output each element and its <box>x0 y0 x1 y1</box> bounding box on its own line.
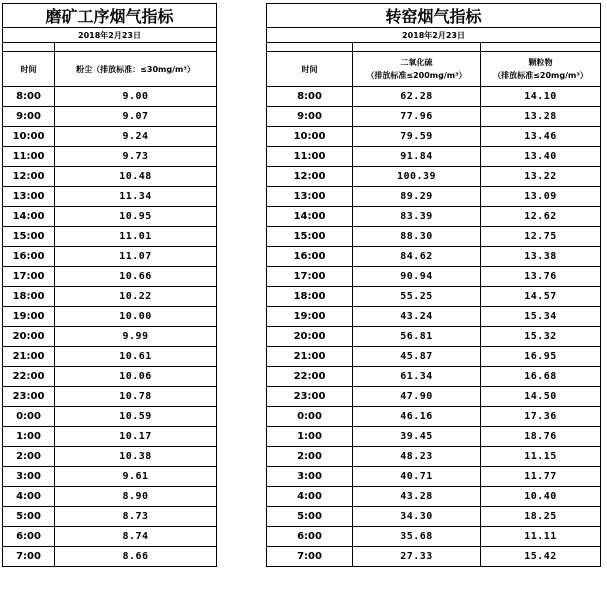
table-row <box>3 247 217 267</box>
grinding-table-title: 磨矿工序烟气指标 <box>3 4 217 28</box>
spacer-cell <box>353 43 481 52</box>
time-cell: 22:00 <box>3 367 55 387</box>
table-row <box>3 207 217 227</box>
so2-value-cell: 56.81 <box>353 327 481 347</box>
table-row <box>267 487 601 507</box>
table-row <box>3 447 217 467</box>
so2-header-standard: （排放标准≤200mg/m³） <box>366 71 467 80</box>
table-row <box>267 127 601 147</box>
time-column-header: 时间 <box>3 52 55 87</box>
table-row <box>3 187 217 207</box>
table-row <box>3 107 217 127</box>
dust-value-cell: 8.73 <box>55 507 217 527</box>
table-row <box>3 167 217 187</box>
table-row <box>267 547 601 567</box>
so2-value-cell: 77.96 <box>353 107 481 127</box>
time-cell: 7:00 <box>267 547 353 567</box>
time-cell: 7:00 <box>3 547 55 567</box>
so2-value-cell: 83.39 <box>353 207 481 227</box>
dust-value-cell: 10.00 <box>55 307 217 327</box>
pm-value-cell: 11.11 <box>481 527 601 547</box>
table-row <box>3 467 217 487</box>
so2-column-header <box>353 52 481 87</box>
time-cell: 9:00 <box>3 107 55 127</box>
so2-value-cell: 46.16 <box>353 407 481 427</box>
so2-value-cell: 35.68 <box>353 527 481 547</box>
table-row <box>3 347 217 367</box>
table-row <box>3 287 217 307</box>
kiln-table-date: 2018年2月23日 <box>267 28 601 43</box>
table-row <box>3 267 217 287</box>
so2-value-cell: 88.30 <box>353 227 481 247</box>
time-cell: 13:00 <box>3 187 55 207</box>
spacer-cell <box>55 43 217 52</box>
time-cell: 3:00 <box>3 467 55 487</box>
time-cell: 11:00 <box>3 147 55 167</box>
time-cell: 23:00 <box>267 387 353 407</box>
pm-column-header <box>481 52 601 87</box>
dust-value-cell: 10.66 <box>55 267 217 287</box>
table-row <box>3 527 217 547</box>
table-row <box>267 427 601 447</box>
pm-header-name: 颗粒物 <box>528 58 553 67</box>
pm-value-cell: 12.62 <box>481 207 601 227</box>
time-cell: 4:00 <box>267 487 353 507</box>
so2-value-cell: 47.90 <box>353 387 481 407</box>
time-cell: 14:00 <box>267 207 353 227</box>
pm-value-cell: 13.28 <box>481 107 601 127</box>
table-row <box>3 507 217 527</box>
so2-value-cell: 27.33 <box>353 547 481 567</box>
grinding-table-date: 2018年2月23日 <box>3 28 217 43</box>
pm-value-cell: 13.76 <box>481 267 601 287</box>
table-row <box>267 407 601 427</box>
dust-value-cell: 10.59 <box>55 407 217 427</box>
so2-value-cell: 89.29 <box>353 187 481 207</box>
table-row <box>267 527 601 547</box>
time-cell: 2:00 <box>267 447 353 467</box>
pm-value-cell: 13.09 <box>481 187 601 207</box>
time-cell: 19:00 <box>3 307 55 327</box>
pm-value-cell: 15.32 <box>481 327 601 347</box>
so2-value-cell: 91.84 <box>353 147 481 167</box>
time-cell: 21:00 <box>3 347 55 367</box>
pm-value-cell: 13.46 <box>481 127 601 147</box>
time-cell: 10:00 <box>3 127 55 147</box>
dust-value-cell: 10.48 <box>55 167 217 187</box>
table-row <box>267 347 601 367</box>
so2-value-cell: 90.94 <box>353 267 481 287</box>
dust-value-cell: 9.24 <box>55 127 217 147</box>
pm-value-cell: 15.42 <box>481 547 601 567</box>
time-cell: 15:00 <box>3 227 55 247</box>
time-cell: 23:00 <box>3 387 55 407</box>
pm-value-cell: 14.57 <box>481 287 601 307</box>
time-cell: 1:00 <box>267 427 353 447</box>
dust-value-cell: 10.95 <box>55 207 217 227</box>
pm-value-cell: 17.36 <box>481 407 601 427</box>
time-cell: 18:00 <box>3 287 55 307</box>
so2-value-cell: 43.24 <box>353 307 481 327</box>
kiln-flue-gas-table <box>266 3 601 567</box>
table-row <box>3 427 217 447</box>
spacer-cell <box>3 43 55 52</box>
pm-value-cell: 15.34 <box>481 307 601 327</box>
time-cell: 0:00 <box>3 407 55 427</box>
table-row <box>267 227 601 247</box>
grinding-flue-gas-table <box>2 3 217 567</box>
table-row <box>267 207 601 227</box>
so2-value-cell: 40.71 <box>353 467 481 487</box>
so2-value-cell: 43.28 <box>353 487 481 507</box>
so2-value-cell: 100.39 <box>353 167 481 187</box>
table-row <box>267 507 601 527</box>
pm-value-cell: 14.50 <box>481 387 601 407</box>
time-cell: 22:00 <box>267 367 353 387</box>
table-row <box>267 367 601 387</box>
dust-value-cell: 10.78 <box>55 387 217 407</box>
time-cell: 20:00 <box>3 327 55 347</box>
table-row <box>267 167 601 187</box>
table-row <box>3 327 217 347</box>
time-cell: 17:00 <box>3 267 55 287</box>
pm-value-cell: 11.15 <box>481 447 601 467</box>
time-cell: 5:00 <box>3 507 55 527</box>
table-row <box>267 247 601 267</box>
kiln-table-title: 转窑烟气指标 <box>267 4 601 28</box>
dust-value-cell: 11.01 <box>55 227 217 247</box>
table-row <box>3 547 217 567</box>
pm-value-cell: 11.77 <box>481 467 601 487</box>
dust-value-cell: 10.38 <box>55 447 217 467</box>
dust-value-cell: 8.74 <box>55 527 217 547</box>
time-cell: 12:00 <box>3 167 55 187</box>
dust-column-header: 粉尘（排放标准：≤30mg/m³） <box>55 52 217 87</box>
so2-value-cell: 39.45 <box>353 427 481 447</box>
dust-value-cell: 8.66 <box>55 547 217 567</box>
dust-value-cell: 10.17 <box>55 427 217 447</box>
table-row <box>267 287 601 307</box>
dust-value-cell: 8.90 <box>55 487 217 507</box>
table-row <box>3 367 217 387</box>
table-row <box>3 87 217 107</box>
time-cell: 9:00 <box>267 107 353 127</box>
dust-value-cell: 11.34 <box>55 187 217 207</box>
spacer-cell <box>481 43 601 52</box>
so2-value-cell: 79.59 <box>353 127 481 147</box>
time-cell: 17:00 <box>267 267 353 287</box>
so2-value-cell: 84.62 <box>353 247 481 267</box>
table-row <box>267 447 601 467</box>
time-cell: 21:00 <box>267 347 353 367</box>
pm-value-cell: 13.38 <box>481 247 601 267</box>
table-row <box>267 307 601 327</box>
time-cell: 19:00 <box>267 307 353 327</box>
dust-value-cell: 11.07 <box>55 247 217 267</box>
pm-header-standard: （排放标准≤20mg/m³） <box>493 71 588 80</box>
time-cell: 13:00 <box>267 187 353 207</box>
dust-value-cell: 9.99 <box>55 327 217 347</box>
table-row <box>267 147 601 167</box>
time-cell: 5:00 <box>267 507 353 527</box>
so2-value-cell: 61.34 <box>353 367 481 387</box>
so2-value-cell: 55.25 <box>353 287 481 307</box>
time-cell: 1:00 <box>3 427 55 447</box>
dust-value-cell: 9.73 <box>55 147 217 167</box>
pm-value-cell: 18.76 <box>481 427 601 447</box>
pm-value-cell: 16.68 <box>481 367 601 387</box>
table-row <box>3 407 217 427</box>
time-cell: 10:00 <box>267 127 353 147</box>
time-cell: 6:00 <box>267 527 353 547</box>
dust-value-cell: 10.61 <box>55 347 217 367</box>
time-cell: 15:00 <box>267 227 353 247</box>
table-row <box>267 267 601 287</box>
dust-value-cell: 9.00 <box>55 87 217 107</box>
pm-value-cell: 18.25 <box>481 507 601 527</box>
table-row <box>3 147 217 167</box>
time-cell: 16:00 <box>267 247 353 267</box>
time-cell: 4:00 <box>3 487 55 507</box>
table-row <box>267 187 601 207</box>
pm-value-cell: 10.40 <box>481 487 601 507</box>
so2-header-name: 二氧化硫 <box>400 58 433 67</box>
time-cell: 16:00 <box>3 247 55 267</box>
table-row <box>3 227 217 247</box>
dust-value-cell: 9.61 <box>55 467 217 487</box>
time-cell: 11:00 <box>267 147 353 167</box>
table-row <box>3 387 217 407</box>
time-cell: 3:00 <box>267 467 353 487</box>
so2-value-cell: 45.87 <box>353 347 481 367</box>
time-cell: 8:00 <box>3 87 55 107</box>
time-cell: 8:00 <box>267 87 353 107</box>
time-column-header: 时间 <box>267 52 353 87</box>
table-row <box>267 107 601 127</box>
table-row <box>267 467 601 487</box>
dust-value-cell: 9.07 <box>55 107 217 127</box>
table-row <box>267 87 601 107</box>
pm-value-cell: 16.95 <box>481 347 601 367</box>
time-cell: 18:00 <box>267 287 353 307</box>
dust-value-cell: 10.06 <box>55 367 217 387</box>
table-row <box>267 327 601 347</box>
pm-value-cell: 12.75 <box>481 227 601 247</box>
table-row <box>3 307 217 327</box>
pm-value-cell: 13.22 <box>481 167 601 187</box>
dust-value-cell: 10.22 <box>55 287 217 307</box>
spacer-cell <box>267 43 353 52</box>
time-cell: 14:00 <box>3 207 55 227</box>
pm-value-cell: 14.10 <box>481 87 601 107</box>
time-cell: 20:00 <box>267 327 353 347</box>
time-cell: 2:00 <box>3 447 55 467</box>
table-row <box>3 127 217 147</box>
table-row <box>3 487 217 507</box>
so2-value-cell: 48.23 <box>353 447 481 467</box>
so2-value-cell: 62.28 <box>353 87 481 107</box>
so2-value-cell: 34.30 <box>353 507 481 527</box>
pm-value-cell: 13.40 <box>481 147 601 167</box>
time-cell: 12:00 <box>267 167 353 187</box>
time-cell: 0:00 <box>267 407 353 427</box>
table-row <box>267 387 601 407</box>
time-cell: 6:00 <box>3 527 55 547</box>
